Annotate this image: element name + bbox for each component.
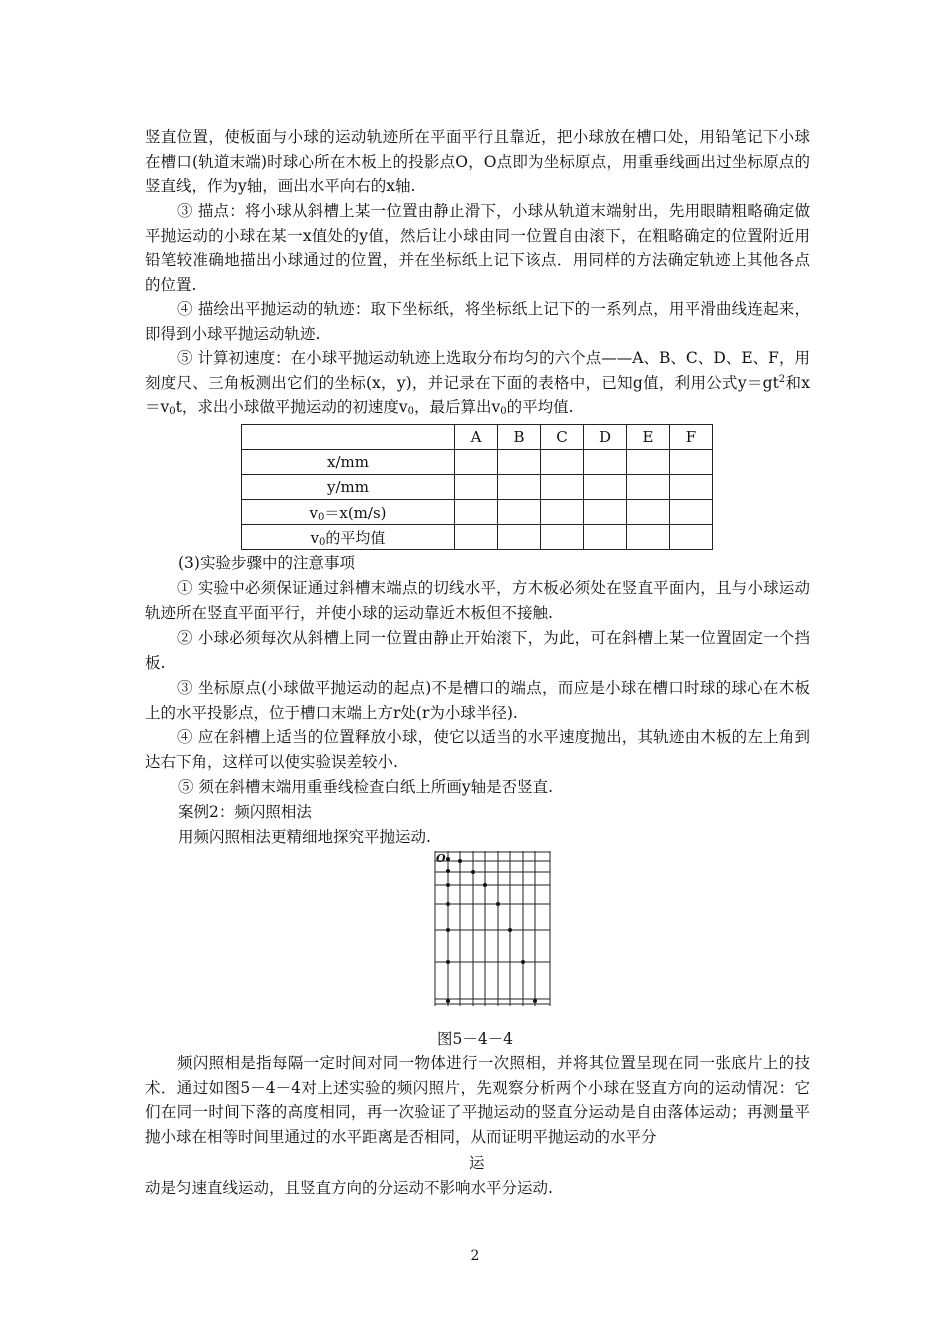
table-cell	[498, 450, 541, 475]
table-row	[242, 475, 713, 500]
case-2-intro: 用频闪照相法更精细地探究平抛运动.	[178, 828, 431, 846]
paragraph-step-draw-trajectory: ④ 描绘出平抛运动的轨迹：取下坐标纸，将坐标纸上记下的一系列点，用平滑曲线连起来，即得到小球平抛运动轨迹.	[145, 300, 810, 343]
column-header: A	[455, 425, 498, 450]
projectile-ball-dot	[483, 883, 487, 887]
table-cell	[584, 450, 627, 475]
note-3: ③ 坐标原点(小球做平抛运动的起点)不是槽口的端点，而应是小球在槽口时球的球心在木板上的水平投影点，位于槽口末端上方r处(r为小球半径).	[145, 679, 810, 722]
table-cell	[541, 475, 584, 500]
table-cell	[498, 475, 541, 500]
table-cell	[670, 525, 713, 550]
projectile-ball-dot	[533, 999, 537, 1003]
table-cell	[627, 450, 670, 475]
column-header: D	[584, 425, 627, 450]
note-5: ⑤ 须在斜槽末端用重垂线检查白纸上所画y轴是否竖直.	[178, 778, 554, 796]
page-number: 2	[470, 1248, 480, 1264]
table-cell	[498, 500, 541, 525]
section-notes-title: (3)实验步骤中的注意事项	[178, 554, 355, 572]
free-fall-ball-dot	[446, 857, 450, 861]
table-cell	[455, 525, 498, 550]
paragraph-step-plot-points: ③ 描点：将小球从斜槽上某一位置由静止滑下，小球从轨道末端射出，先用眼睛粗略确定做平抛运动的小球在某一x值处的y值，然后让小球由同一位置自由滚下，在粗略确定的位置附近用铅笔较准确地描出小球通过的位置，并在坐标纸上记下该点．用同样的方法确定轨迹上其他各点的位置.	[145, 202, 810, 294]
column-header: F	[670, 425, 713, 450]
paragraph-final-line: 动是匀速直线运动，且竖直方向的分运动不影响水平分运动.	[145, 1179, 553, 1197]
projectile-ball-dot	[471, 870, 475, 874]
figure-caption: 图5－4－4	[436, 1030, 514, 1048]
table-header-row	[242, 425, 713, 450]
row-header-v0: $v_0=x(m/s)$	[242, 500, 455, 525]
table-cell	[627, 525, 670, 550]
paragraph-strobe-photography: 频闪照相是指每隔一定时间对同一物体进行一次照相，并将其位置呈现在同一张底片上的技术．通过如图5－4－4对上述实验的频闪照片，先观察分析两个小球在竖直方向的运动情况：它们在同一时间下落的高度相同，再一次验证了平抛运动的竖直分运动是自由落体运动；再测量平抛小球在相等时间里通过的水平距离是否相同，从而证明平抛运动的水平分	[145, 1054, 810, 1146]
free-fall-ball-dot	[446, 999, 450, 1003]
paragraph-step-compute-velocity: ⑤ 计算初速度：在小球平抛运动轨迹上选取分布均匀的六个点——A、B、C、D、E、F，用刻度尺、三角板测出它们的坐标(x，y)，并记录在下面的表格中，已知g值，利用公式$y=gt^2$和$x=v_0t$，求出小球做平抛运动的初速度$v_0$，最后算出$v_0$的平均值.	[145, 349, 810, 417]
table-cell	[627, 500, 670, 525]
table-row	[242, 525, 713, 550]
table-cell	[498, 525, 541, 550]
table-cell	[584, 475, 627, 500]
table-cell	[670, 500, 713, 525]
note-4: ④ 应在斜槽上适当的位置释放小球，使它以适当的水平速度抛出，其轨迹由木板的左上角到达右下角，这样可以使实验误差较小.	[145, 728, 810, 771]
free-fall-ball-dot	[446, 960, 450, 964]
origin-label: O	[436, 852, 446, 865]
note-1: ① 实验中必须保证通过斜槽末端点的切线水平，方木板必须处在竖直平面内，且与小球运动轨迹所在竖直平面平行，并使小球的运动靠近木板但不接触.	[145, 579, 810, 622]
table-cell	[541, 450, 584, 475]
table-cell	[584, 525, 627, 550]
projectile-ball-dot	[458, 859, 462, 863]
case-2-title: 案例2：频闪照相法	[178, 803, 312, 821]
free-fall-ball-dot	[446, 883, 450, 887]
table-row	[242, 500, 713, 525]
free-fall-ball-dot	[446, 928, 450, 932]
grid-lines	[435, 851, 550, 1006]
table-row	[242, 450, 713, 475]
table-cell	[541, 500, 584, 525]
table-cell	[455, 450, 498, 475]
row-header-v0-average: $v_0$的平均值	[242, 525, 455, 550]
table-cell	[627, 475, 670, 500]
column-header: E	[627, 425, 670, 450]
data-table	[241, 424, 713, 550]
note-2: ② 小球必须每次从斜槽上同一位置由静止开始滚下，为此，可在斜槽上某一位置固定一个挡板.	[145, 629, 810, 672]
free-fall-ball-dot	[446, 902, 450, 906]
row-header-x: x/mm	[242, 450, 455, 475]
table-cell	[670, 450, 713, 475]
column-header: B	[498, 425, 541, 450]
table-cell	[584, 500, 627, 525]
table-corner-cell	[242, 425, 455, 450]
stray-character: 运	[469, 1154, 485, 1172]
table-cell	[541, 525, 584, 550]
projectile-ball-dot	[508, 928, 512, 932]
column-header: C	[541, 425, 584, 450]
free-fall-ball-dot	[446, 869, 450, 873]
row-header-y: y/mm	[242, 475, 455, 500]
table-cell	[455, 500, 498, 525]
projectile-ball-dot	[521, 960, 525, 964]
paragraph-setup-continued: 竖直位置，使板面与小球的运动轨迹所在平面平行且靠近，把小球放在槽口处，用铅笔记下小球在槽口(轨道末端)时球心所在木板上的投影点O，O点即为坐标原点，用重垂线画出过坐标原点的竖直线，作为y轴，画出水平向右的x轴.	[145, 128, 810, 195]
table-cell	[670, 475, 713, 500]
table-cell	[455, 475, 498, 500]
strobe-photo-figure	[433, 851, 553, 1006]
projectile-ball-dot	[496, 902, 500, 906]
